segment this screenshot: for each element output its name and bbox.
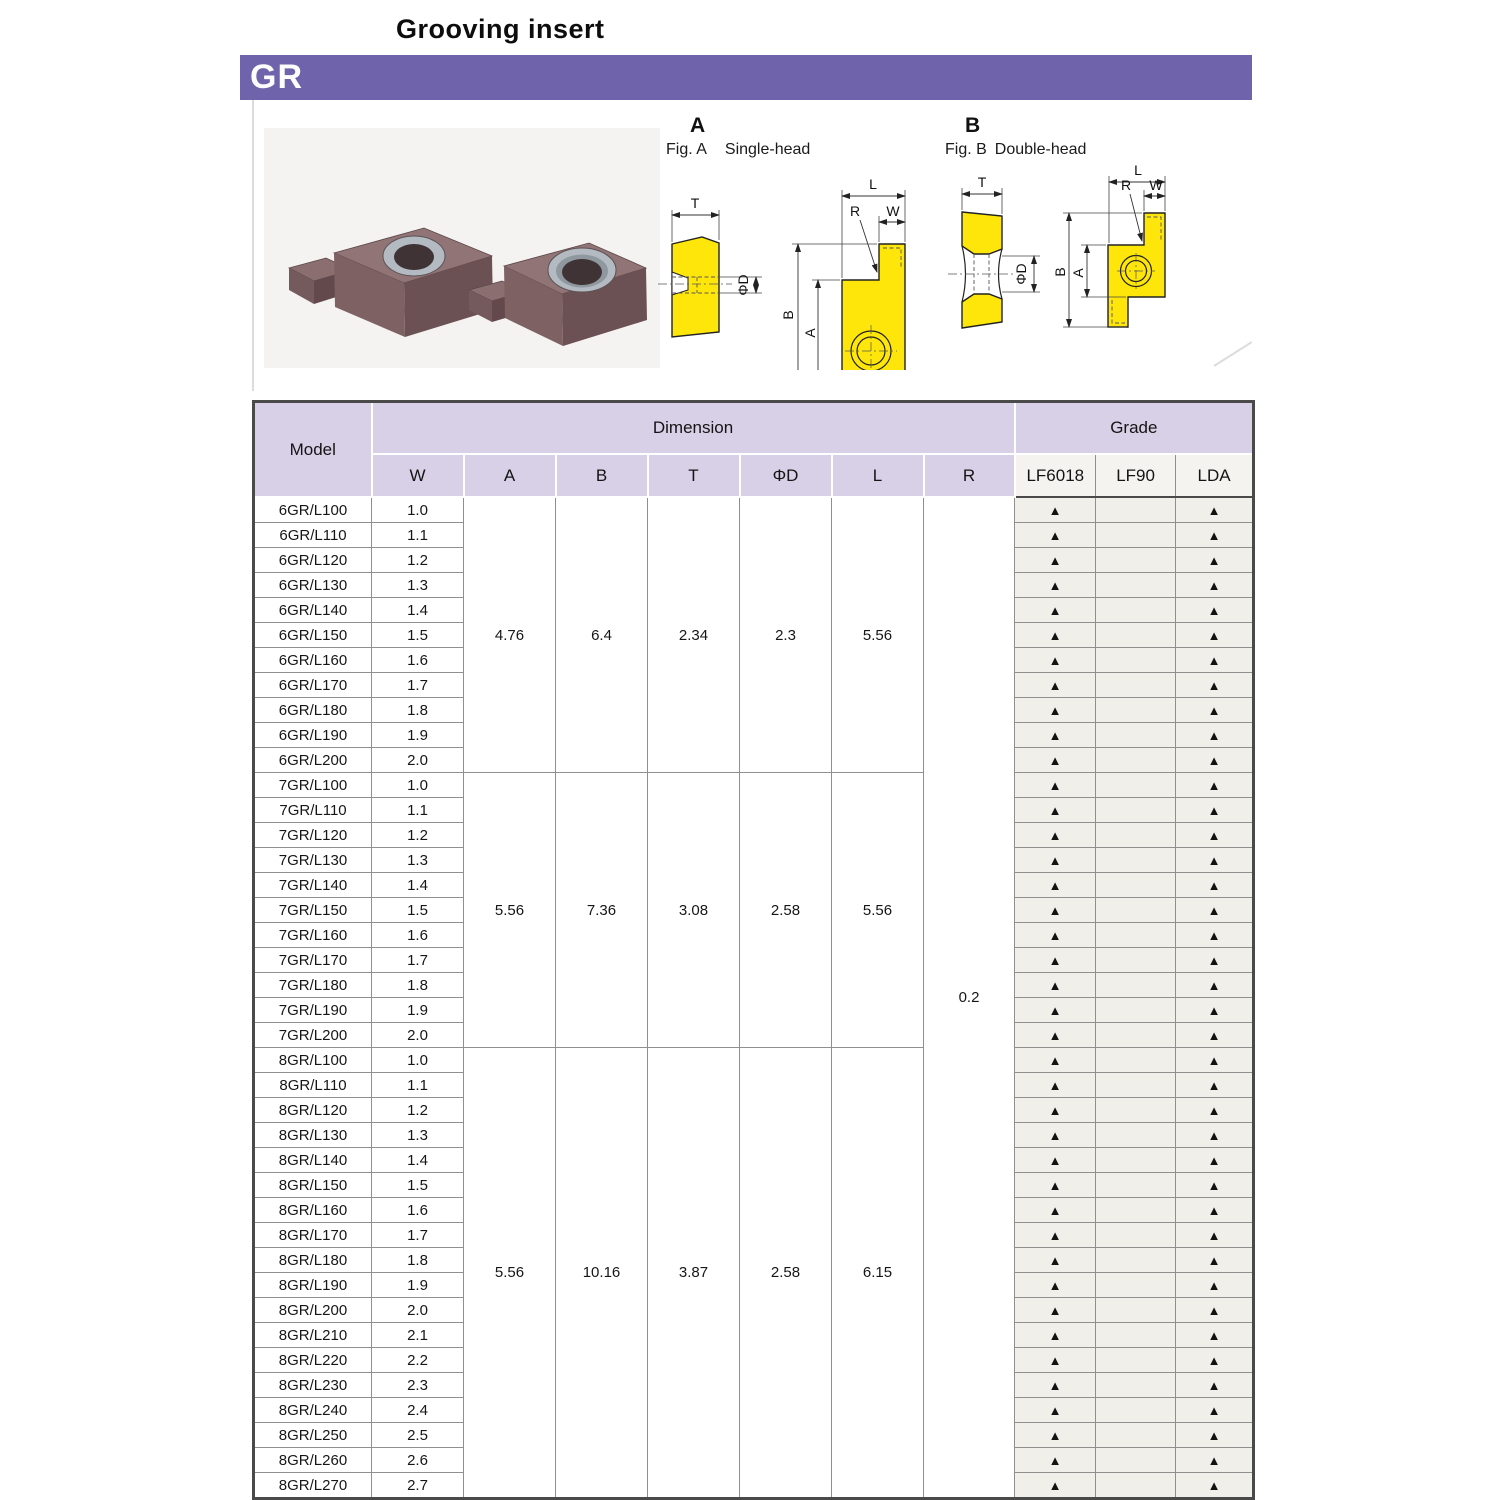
- t-cell: 3.08: [648, 773, 740, 1048]
- grade-cell-lf90: [1096, 1073, 1176, 1098]
- grade-cell-lf90: [1096, 573, 1176, 598]
- model-cell: 8GR/L230: [254, 1373, 372, 1398]
- grade-cell-lf6018: ▲: [1015, 1198, 1096, 1223]
- w-cell: 2.0: [372, 1298, 464, 1323]
- grade-cell-lf90: [1096, 1098, 1176, 1123]
- grade-cell-lf90: [1096, 873, 1176, 898]
- t-cell: 3.87: [648, 1048, 740, 1499]
- w-cell: 1.6: [372, 923, 464, 948]
- w-cell: 2.6: [372, 1448, 464, 1473]
- model-cell: 8GR/L130: [254, 1123, 372, 1148]
- grade-cell-lf90: [1096, 523, 1176, 548]
- w-cell: 2.0: [372, 748, 464, 773]
- fig-b-letter: B: [965, 114, 981, 137]
- w-cell: 1.6: [372, 1198, 464, 1223]
- grade-cell-lf90: [1096, 1223, 1176, 1248]
- grade-cell-lf6018: ▲: [1015, 823, 1096, 848]
- grade-cell-lf90: [1096, 623, 1176, 648]
- a-cell: 5.56: [464, 1048, 556, 1499]
- grade-cell-lf6018: ▲: [1015, 623, 1096, 648]
- grade-cell-lf6018: ▲: [1015, 648, 1096, 673]
- grade-cell-lf90: [1096, 773, 1176, 798]
- model-cell: 7GR/L180: [254, 973, 372, 998]
- grade-cell-lda: ▲: [1176, 1148, 1254, 1173]
- fig-a-letter: A: [690, 114, 706, 137]
- grade-cell-lda: ▲: [1176, 823, 1254, 848]
- w-cell: 1.3: [372, 848, 464, 873]
- grade-cell-lf6018: ▲: [1015, 1098, 1096, 1123]
- grade-cell-lf90: [1096, 723, 1176, 748]
- t-cell: 2.34: [648, 497, 740, 773]
- grade-cell-lda: ▲: [1176, 1323, 1254, 1348]
- w-cell: 1.2: [372, 823, 464, 848]
- page-title: Grooving insert: [396, 14, 605, 44]
- grade-cell-lda: ▲: [1176, 973, 1254, 998]
- grade-cell-lf90: [1096, 848, 1176, 873]
- model-cell: 7GR/L130: [254, 848, 372, 873]
- model-cell: 6GR/L200: [254, 748, 372, 773]
- table-row: [254, 1048, 1254, 1073]
- grade-cell-lda: ▲: [1176, 998, 1254, 1023]
- grade-cell-lf6018: ▲: [1015, 598, 1096, 623]
- grade-cell-lf6018: ▲: [1015, 1023, 1096, 1048]
- grade-cell-lf6018: ▲: [1015, 873, 1096, 898]
- w-cell: 2.1: [372, 1323, 464, 1348]
- grade-cell-lda: ▲: [1176, 1423, 1254, 1448]
- w-cell: 1.4: [372, 1148, 464, 1173]
- fig-b-type: Double-head: [994, 141, 1087, 158]
- w-cell: 1.8: [372, 973, 464, 998]
- model-cell: 8GR/L110: [254, 1073, 372, 1098]
- grade-cell-lf6018: ▲: [1015, 1373, 1096, 1398]
- w-cell: 1.2: [372, 1098, 464, 1123]
- grade-cell-lf6018: ▲: [1015, 898, 1096, 923]
- fig-a-drawing: [652, 160, 932, 370]
- w-cell: 1.1: [372, 1073, 464, 1098]
- col-header-w: W: [372, 454, 464, 497]
- grade-cell-lf6018: ▲: [1015, 573, 1096, 598]
- grade-cell-lda: ▲: [1176, 923, 1254, 948]
- w-cell: 1.9: [372, 998, 464, 1023]
- model-cell: 7GR/L120: [254, 823, 372, 848]
- b-cell: 6.4: [556, 497, 648, 773]
- grade-cell-lf6018: ▲: [1015, 998, 1096, 1023]
- fig-a-dim-phid: ΦD: [735, 274, 751, 296]
- w-cell: 1.9: [372, 1273, 464, 1298]
- grade-cell-lf6018: ▲: [1015, 698, 1096, 723]
- model-cell: 7GR/L190: [254, 998, 372, 1023]
- model-cell: 8GR/L260: [254, 1448, 372, 1473]
- model-cell: 6GR/L140: [254, 598, 372, 623]
- w-cell: 1.8: [372, 1248, 464, 1273]
- grade-cell-lf90: [1096, 948, 1176, 973]
- table-row: [254, 773, 1254, 798]
- a-cell: 4.76: [464, 497, 556, 773]
- fig-b-dim-t: T: [977, 174, 987, 190]
- product-photo: [264, 128, 660, 368]
- grade-cell-lf6018: ▲: [1015, 748, 1096, 773]
- grade-cell-lda: ▲: [1176, 723, 1254, 748]
- model-cell: 8GR/L160: [254, 1198, 372, 1223]
- grade-cell-lda: ▲: [1176, 1098, 1254, 1123]
- dimension-header: Dimension: [372, 402, 1015, 455]
- grade-cell-lda: ▲: [1176, 648, 1254, 673]
- b-cell: 10.16: [556, 1048, 648, 1499]
- grade-cell-lda: ▲: [1176, 548, 1254, 573]
- grade-cell-lf6018: ▲: [1015, 948, 1096, 973]
- model-cell: 7GR/L100: [254, 773, 372, 798]
- w-cell: 1.4: [372, 873, 464, 898]
- model-cell: 6GR/L120: [254, 548, 372, 573]
- model-cell: 8GR/L210: [254, 1323, 372, 1348]
- model-cell: 8GR/L240: [254, 1398, 372, 1423]
- grade-cell-lf90: [1096, 598, 1176, 623]
- series-banner: [240, 55, 1252, 100]
- grade-cell-lda: ▲: [1176, 1173, 1254, 1198]
- w-cell: 2.5: [372, 1423, 464, 1448]
- grade-cell-lf90: [1096, 1148, 1176, 1173]
- grade-cell-lda: ▲: [1176, 673, 1254, 698]
- grade-cell-lf6018: ▲: [1015, 1448, 1096, 1473]
- grade-cell-lf6018: ▲: [1015, 1423, 1096, 1448]
- table-body: [254, 497, 1254, 1499]
- l-cell: 6.15: [832, 1048, 924, 1499]
- phid-cell: 2.3: [740, 497, 832, 773]
- w-cell: 1.0: [372, 497, 464, 523]
- model-header: Model: [254, 402, 372, 498]
- a-cell: 5.56: [464, 773, 556, 1048]
- model-cell: 6GR/L110: [254, 523, 372, 548]
- grade-cell-lda: ▲: [1176, 573, 1254, 598]
- w-cell: 1.9: [372, 723, 464, 748]
- model-cell: 8GR/L150: [254, 1173, 372, 1198]
- col-header-b: B: [556, 454, 648, 497]
- model-cell: 8GR/L120: [254, 1098, 372, 1123]
- grade-cell-lf90: [1096, 1273, 1176, 1298]
- grade-cell-lf6018: ▲: [1015, 548, 1096, 573]
- fig-b-dim-phid: ΦD: [1013, 263, 1029, 285]
- model-cell: 8GR/L140: [254, 1148, 372, 1173]
- model-cell: 7GR/L170: [254, 948, 372, 973]
- grade-cell-lf6018: ▲: [1015, 1273, 1096, 1298]
- grade-cell-lf90: [1096, 1048, 1176, 1073]
- model-cell: 6GR/L160: [254, 648, 372, 673]
- col-header-r: R: [924, 454, 1015, 497]
- grade-header: Grade: [1015, 402, 1254, 455]
- grade-cell-lda: ▲: [1176, 798, 1254, 823]
- model-cell: 6GR/L180: [254, 698, 372, 723]
- w-cell: 2.0: [372, 1023, 464, 1048]
- grade-cell-lf90: [1096, 548, 1176, 573]
- grade-cell-lf6018: ▲: [1015, 673, 1096, 698]
- phid-cell: 2.58: [740, 773, 832, 1048]
- fig-a-dim-t: T: [690, 195, 700, 211]
- model-cell: 6GR/L190: [254, 723, 372, 748]
- fig-a-dim-w: W: [886, 203, 900, 219]
- w-cell: 1.7: [372, 1223, 464, 1248]
- grade-cell-lf90: [1096, 998, 1176, 1023]
- col-header-a: A: [464, 454, 556, 497]
- grade-cell-lda: ▲: [1176, 1223, 1254, 1248]
- col-header-lf6018: LF6018: [1015, 454, 1096, 497]
- grade-cell-lda: ▲: [1176, 1473, 1254, 1499]
- grade-cell-lda: ▲: [1176, 1373, 1254, 1398]
- grade-cell-lda: ▲: [1176, 1448, 1254, 1473]
- grade-cell-lf6018: ▲: [1015, 497, 1096, 523]
- grade-cell-lda: ▲: [1176, 698, 1254, 723]
- grade-cell-lf90: [1096, 497, 1176, 523]
- fig-a-dim-b: B: [780, 310, 796, 320]
- fig-a-dim-a: A: [802, 328, 818, 338]
- w-cell: 1.0: [372, 1048, 464, 1073]
- w-cell: 1.4: [372, 598, 464, 623]
- col-header-l: L: [832, 454, 924, 497]
- grade-cell-lda: ▲: [1176, 523, 1254, 548]
- diagram-panel: [252, 100, 1254, 391]
- grade-cell-lf6018: ▲: [1015, 1348, 1096, 1373]
- fig-b-dim-l: L: [1134, 162, 1142, 178]
- grade-cell-lf6018: ▲: [1015, 1298, 1096, 1323]
- grade-cell-lf90: [1096, 923, 1176, 948]
- grade-cell-lf90: [1096, 798, 1176, 823]
- grade-cell-lda: ▲: [1176, 848, 1254, 873]
- grade-cell-lda: ▲: [1176, 1198, 1254, 1223]
- series-code: GR: [250, 58, 303, 96]
- table-row: [254, 497, 1254, 523]
- w-cell: 1.5: [372, 1173, 464, 1198]
- grade-cell-lf6018: ▲: [1015, 1173, 1096, 1198]
- model-cell: 7GR/L110: [254, 798, 372, 823]
- model-cell: 8GR/L180: [254, 1248, 372, 1273]
- grade-cell-lf90: [1096, 1398, 1176, 1423]
- model-cell: 6GR/L150: [254, 623, 372, 648]
- grade-cell-lda: ▲: [1176, 1348, 1254, 1373]
- w-cell: 1.2: [372, 548, 464, 573]
- grade-cell-lf90: [1096, 973, 1176, 998]
- grade-cell-lf90: [1096, 1173, 1176, 1198]
- grade-cell-lf90: [1096, 748, 1176, 773]
- grade-cell-lf6018: ▲: [1015, 923, 1096, 948]
- col-header-t: T: [648, 454, 740, 497]
- grade-cell-lda: ▲: [1176, 1023, 1254, 1048]
- grade-cell-lda: ▲: [1176, 773, 1254, 798]
- grade-cell-lda: ▲: [1176, 623, 1254, 648]
- table-header: [254, 402, 1254, 498]
- fig-a-caption-label: Fig. A: [666, 141, 707, 158]
- col-header-lf90: LF90: [1096, 454, 1176, 497]
- grade-cell-lda: ▲: [1176, 1073, 1254, 1098]
- model-cell: 7GR/L160: [254, 923, 372, 948]
- grade-cell-lf90: [1096, 1473, 1176, 1499]
- fig-a-caption: [666, 141, 810, 159]
- grade-cell-lf90: [1096, 1348, 1176, 1373]
- model-cell: 6GR/L100: [254, 497, 372, 523]
- w-cell: 1.1: [372, 798, 464, 823]
- model-cell: 6GR/L130: [254, 573, 372, 598]
- grade-cell-lf6018: ▲: [1015, 723, 1096, 748]
- w-cell: 1.7: [372, 673, 464, 698]
- w-cell: 1.1: [372, 523, 464, 548]
- grade-cell-lda: ▲: [1176, 948, 1254, 973]
- spec-table: [252, 400, 1255, 1500]
- grade-cell-lf6018: ▲: [1015, 1398, 1096, 1423]
- grade-cell-lda: ▲: [1176, 1248, 1254, 1273]
- model-cell: 8GR/L270: [254, 1473, 372, 1499]
- grade-cell-lda: ▲: [1176, 497, 1254, 523]
- w-cell: 1.0: [372, 773, 464, 798]
- w-cell: 1.5: [372, 623, 464, 648]
- w-cell: 2.4: [372, 1398, 464, 1423]
- w-cell: 1.3: [372, 573, 464, 598]
- grade-cell-lf90: [1096, 673, 1176, 698]
- w-cell: 2.3: [372, 1373, 464, 1398]
- grade-cell-lf90: [1096, 1423, 1176, 1448]
- grade-cell-lda: ▲: [1176, 1398, 1254, 1423]
- grade-cell-lda: ▲: [1176, 1048, 1254, 1073]
- grade-cell-lf90: [1096, 898, 1176, 923]
- w-cell: 1.8: [372, 698, 464, 723]
- grade-cell-lf90: [1096, 1373, 1176, 1398]
- grade-cell-lda: ▲: [1176, 1273, 1254, 1298]
- grade-cell-lf6018: ▲: [1015, 1323, 1096, 1348]
- model-cell: 8GR/L200: [254, 1298, 372, 1323]
- fig-b-dim-b: B: [1052, 267, 1068, 277]
- grade-cell-lf6018: ▲: [1015, 973, 1096, 998]
- w-cell: 2.7: [372, 1473, 464, 1499]
- model-cell: 8GR/L220: [254, 1348, 372, 1373]
- grade-cell-lf6018: ▲: [1015, 1248, 1096, 1273]
- model-cell: 8GR/L170: [254, 1223, 372, 1248]
- grade-cell-lf90: [1096, 648, 1176, 673]
- fig-b-drawing: [932, 150, 1252, 370]
- w-cell: 2.2: [372, 1348, 464, 1373]
- grade-cell-lda: ▲: [1176, 873, 1254, 898]
- fig-b-dim-w: W: [1149, 177, 1163, 193]
- model-cell: 8GR/L100: [254, 1048, 372, 1073]
- l-cell: 5.56: [832, 497, 924, 773]
- grade-cell-lf6018: ▲: [1015, 1123, 1096, 1148]
- grade-cell-lf90: [1096, 823, 1176, 848]
- grade-cell-lf6018: ▲: [1015, 1048, 1096, 1073]
- panel-corner-line: [1214, 342, 1252, 366]
- grade-cell-lf90: [1096, 1323, 1176, 1348]
- grade-cell-lf6018: ▲: [1015, 1473, 1096, 1499]
- grade-cell-lda: ▲: [1176, 1123, 1254, 1148]
- fig-a-dim-r: R: [849, 203, 861, 219]
- l-cell: 5.56: [832, 773, 924, 1048]
- fig-a-dim-l: L: [869, 176, 877, 192]
- b-cell: 7.36: [556, 773, 648, 1048]
- model-cell: 7GR/L140: [254, 873, 372, 898]
- model-cell: 6GR/L170: [254, 673, 372, 698]
- w-cell: 1.7: [372, 948, 464, 973]
- grade-cell-lda: ▲: [1176, 598, 1254, 623]
- grade-cell-lf6018: ▲: [1015, 848, 1096, 873]
- grade-cell-lda: ▲: [1176, 898, 1254, 923]
- grade-cell-lf6018: ▲: [1015, 523, 1096, 548]
- model-cell: 8GR/L250: [254, 1423, 372, 1448]
- grade-cell-lf90: [1096, 698, 1176, 723]
- grade-cell-lf90: [1096, 1198, 1176, 1223]
- fig-b-caption-label: Fig. B: [945, 141, 987, 158]
- w-cell: 1.6: [372, 648, 464, 673]
- w-cell: 1.3: [372, 1123, 464, 1148]
- grade-cell-lf90: [1096, 1123, 1176, 1148]
- w-cell: 1.5: [372, 898, 464, 923]
- r-cell: 0.2: [924, 497, 1015, 1499]
- grade-cell-lf6018: ▲: [1015, 1073, 1096, 1098]
- grade-cell-lda: ▲: [1176, 1298, 1254, 1323]
- grade-cell-lf90: [1096, 1248, 1176, 1273]
- grade-cell-lf6018: ▲: [1015, 1223, 1096, 1248]
- grade-cell-lf90: [1096, 1023, 1176, 1048]
- grade-cell-lf6018: ▲: [1015, 1148, 1096, 1173]
- model-cell: 8GR/L190: [254, 1273, 372, 1298]
- grade-cell-lf90: [1096, 1298, 1176, 1323]
- fig-b-dim-r: R: [1120, 177, 1132, 193]
- fig-a-type: Single-head: [724, 141, 811, 158]
- phid-cell: 2.58: [740, 1048, 832, 1499]
- col-header-lda: LDA: [1176, 454, 1254, 497]
- grade-cell-lda: ▲: [1176, 748, 1254, 773]
- grade-cell-lf6018: ▲: [1015, 798, 1096, 823]
- model-cell: 7GR/L150: [254, 898, 372, 923]
- grade-cell-lf6018: ▲: [1015, 773, 1096, 798]
- grade-cell-lf90: [1096, 1448, 1176, 1473]
- col-header-phid: ΦD: [740, 454, 832, 497]
- model-cell: 7GR/L200: [254, 1023, 372, 1048]
- fig-b-dim-a: A: [1070, 268, 1086, 278]
